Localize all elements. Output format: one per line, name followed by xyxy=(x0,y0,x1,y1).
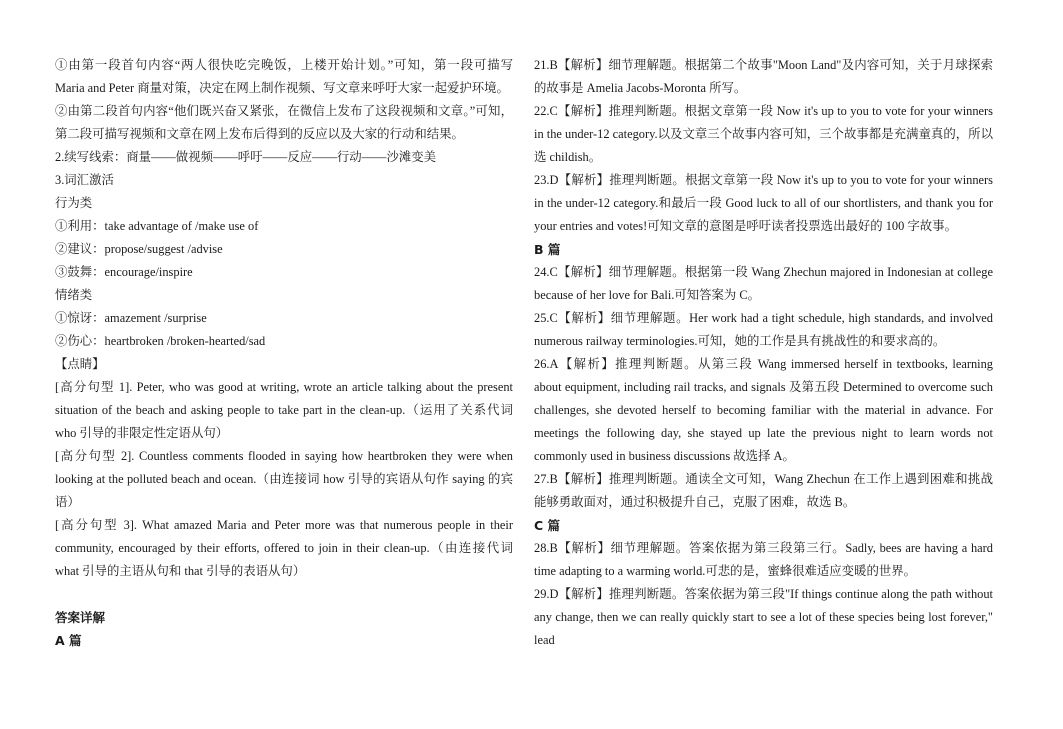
answer-27: 27.B【解析】推理判断题。通读全文可知，Wang Zhechun 在工作上遇到困难和挑战能够勇敢面对，通过积极提升自己，克服了困难，故选 B。 xyxy=(534,472,993,509)
blank-line xyxy=(55,583,513,606)
answer-24: 24.C【解析】细节理解题。根据第一段 Wang Zhechun majored in Indonesian at college because of her love for Bali.可知答案为 C。 xyxy=(534,265,993,302)
paragraph-plan-2: ②由第二段首句内容“他们既兴奋又紧张，在微信上发布了这段视频和文章。”可知，第二段可描写视频和文章在网上发布后得到的反应以及大家的行动和结果。 xyxy=(55,104,513,141)
vocab-item-surprise: ①惊讶：amazement /surprise xyxy=(55,311,207,325)
right-column xyxy=(534,54,993,652)
section-c-heading: C 篇 xyxy=(534,518,561,533)
answer-25: 25.C【解析】细节理解题。Her work had a tight schedule, high standards, and involved numerous railway terminologies.可知，她的工作是具有挑战性的和要求高的。 xyxy=(534,311,993,348)
answer-22: 22.C【解析】推理判断题。根据文章第一段 Now it's up to you to vote for your winners in the under-12 category.以及文章三个故事内容可知，三个故事都是充满童真的，所以选 childish。 xyxy=(534,104,993,164)
section-a-heading: A 篇 xyxy=(55,633,82,648)
vocab-item-encourage: ③鼓舞：encourage/inspire xyxy=(55,265,193,279)
vocab-item-suggest: ②建议：propose/suggest /advise xyxy=(55,242,223,256)
answer-29: 29.D【解析】推理判断题。答案依据为第三段"If things continue along the path without any change, then we can really quickly start to see a lot of these species being lost forever," lead xyxy=(534,587,993,647)
vocab-item-sad: ②伤心：heartbroken /broken-hearted/sad xyxy=(55,334,266,348)
continuation-clues: 2.续写线索：商量——做视频——呼吁——反应——行动——沙滩变美 xyxy=(55,150,437,164)
sentence-pattern-1: [高分句型 1]. Peter, who was good at writing, wrote an article talking about the present situation of the beach and asking people to take part in the clean-up.（运用了关系代词 who 引导的非限定性定语从句） xyxy=(55,380,513,440)
sentence-pattern-2: [高分句型 2]. Countless comments flooded in saying how heartbroken they were when looking at the polluted beach and ocean.（由连接词 how 引导的宾语从句作 saying 的宾语） xyxy=(55,449,513,509)
answer-explanation-title: 答案详解 xyxy=(55,610,106,625)
highlight-heading: 【点睛】 xyxy=(55,357,105,371)
vocab-heading: 3.词汇激活 xyxy=(55,173,114,187)
left-column xyxy=(55,54,513,652)
vocab-category-emotions: 情绪类 xyxy=(55,288,93,302)
answer-21: 21.B【解析】细节理解题。根据第二个故事"Moon Land"及内容可知，关于月球探索的故事是 Amelia Jacobs-Moronta 所写。 xyxy=(534,58,993,95)
vocab-item-use: ①利用：take advantage of /make use of xyxy=(55,219,259,233)
answer-28: 28.B【解析】细节理解题。答案依据为第三段第三行。Sadly, bees are having a hard time adapting to a warming world.可悲的是，蜜蜂很难适应变暖的世界。 xyxy=(534,541,993,578)
paragraph-plan-1: ①由第一段首句内容“两人很快吃完晚饭，上楼开始计划。”可知，第一段可描写 Maria and Peter 商量对策，决定在网上制作视频、写文章来呼吁大家一起爱护环境。 xyxy=(55,58,513,95)
section-b-heading: B 篇 xyxy=(534,242,561,257)
answer-23: 23.D【解析】推理判断题。根据文章第一段 Now it's up to you to vote for your winners in the under-12 category.和最后一段 Good luck to all of our shortlisters, and thank you for your entries and votes!可知文章的意图是呼吁读者投票选出最好的 100 字故事。 xyxy=(534,173,993,233)
sentence-pattern-3: [高分句型 3]. What amazed Maria and Peter more was that numerous people in their community, encouraged by their efforts, offered to join in their clean-up.（由连接代词 what 引导的主语从句和 that 引导的表语从句） xyxy=(55,518,513,578)
answer-26: 26.A【解析】推理判断题。从第三段 Wang immersed herself in textbooks, learning about equipment, including rail tracks, and signals 及第五段 Determined to overcome such challenges, she devoted herself to becoming familiar with the material in advance. For meetings the following day, she stayed up late the previous night to learn words not commonly used in business discussions 故选择 A。 xyxy=(534,357,993,463)
vocab-category-actions: 行为类 xyxy=(55,196,93,210)
